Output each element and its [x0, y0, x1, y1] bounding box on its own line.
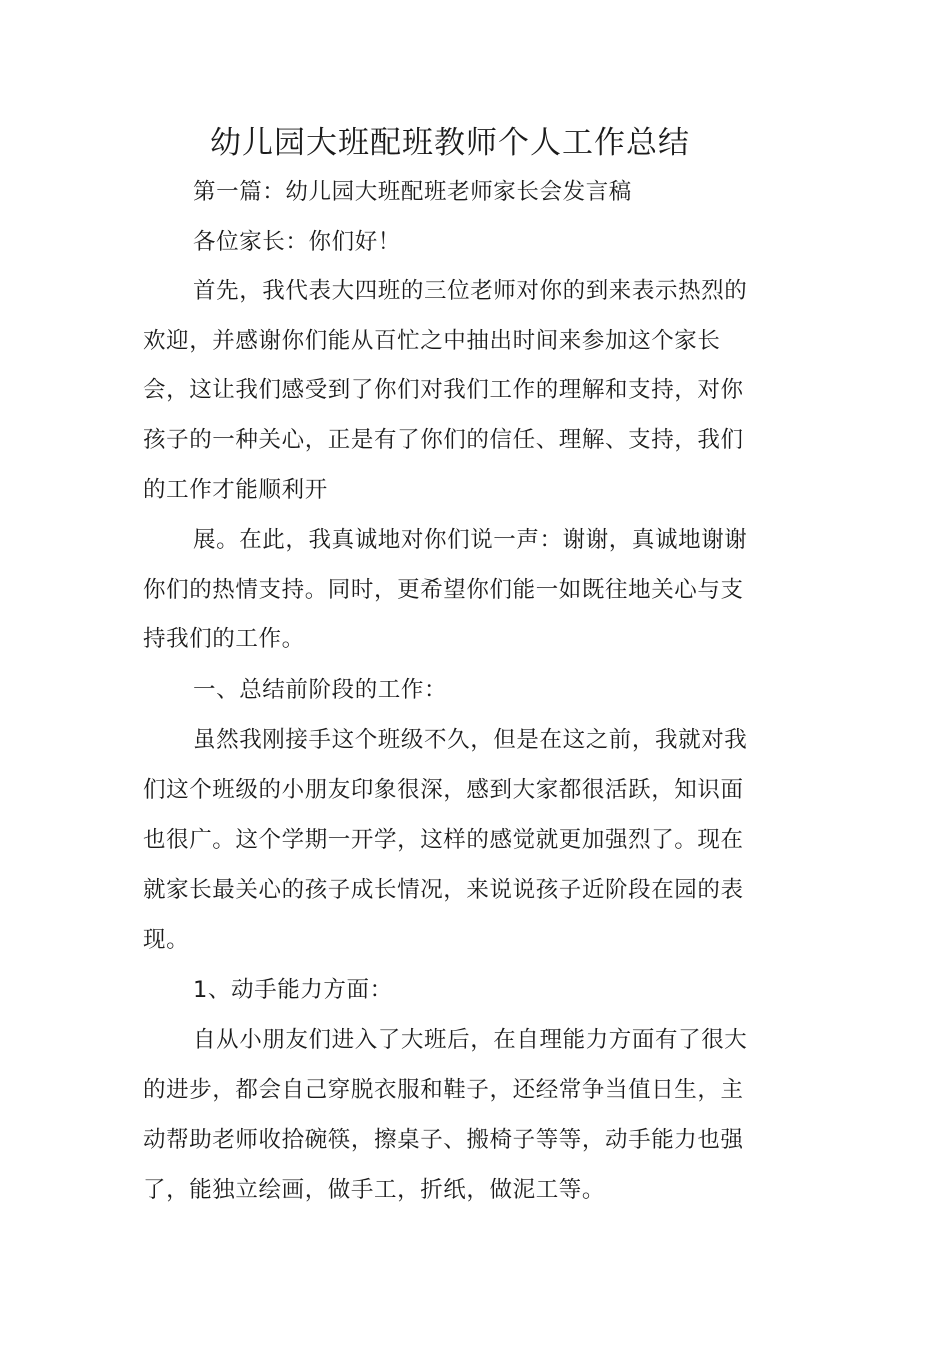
- paragraph-line: 们这个班级的小朋友印象很深，感到大家都很活跃，知识面: [143, 777, 744, 803]
- greeting: 各位家长：你们好！: [193, 229, 401, 255]
- paragraph-line: 动帮助老师收拾碗筷，擦桌子、搬椅子等等，动手能力也强: [143, 1127, 744, 1153]
- paragraph-line: 孩子的一种关心，正是有了你们的信任、理解、支持，我们: [143, 427, 744, 453]
- section-heading: 一、总结前阶段的工作：: [193, 677, 448, 703]
- paragraph-line: 现。: [143, 927, 190, 953]
- document-title: 幼儿园大班配班教师个人工作总结: [210, 125, 690, 161]
- paragraph-line: 持我们的工作。: [143, 626, 305, 652]
- paragraph-line: 的进步，都会自己穿脱衣服和鞋子，还经常争当值日生，主: [143, 1077, 744, 1103]
- paragraph-line: 也很广。这个学期一开学，这样的感觉就更加强烈了。现在: [143, 827, 744, 853]
- subsection-heading: 1、动手能力方面：: [193, 977, 393, 1003]
- chapter-heading: 第一篇：幼儿园大班配班老师家长会发言稿: [193, 179, 632, 205]
- paragraph-line: 展。在此，我真诚地对你们说一声：谢谢，真诚地谢谢: [193, 527, 748, 553]
- paragraph-line: 就家长最关心的孩子成长情况，来说说孩子近阶段在园的表: [143, 877, 744, 903]
- paragraph-line: 首先，我代表大四班的三位老师对你的到来表示热烈的: [193, 278, 748, 304]
- paragraph-line: 会，这让我们感受到了你们对我们工作的理解和支持，对你: [143, 377, 744, 403]
- paragraph-line: 自从小朋友们进入了大班后，在自理能力方面有了很大: [193, 1027, 748, 1053]
- paragraph-line: 的工作才能顺利开: [143, 477, 328, 503]
- paragraph-line: 了，能独立绘画，做手工，折纸，做泥工等。: [143, 1177, 606, 1203]
- paragraph-line: 欢迎，并感谢你们能从百忙之中抽出时间来参加这个家长: [143, 328, 721, 354]
- paragraph-line: 虽然我刚接手这个班级不久，但是在这之前，我就对我: [193, 727, 748, 753]
- paragraph-line: 你们的热情支持。同时，更希望你们能一如既往地关心与支: [143, 577, 744, 603]
